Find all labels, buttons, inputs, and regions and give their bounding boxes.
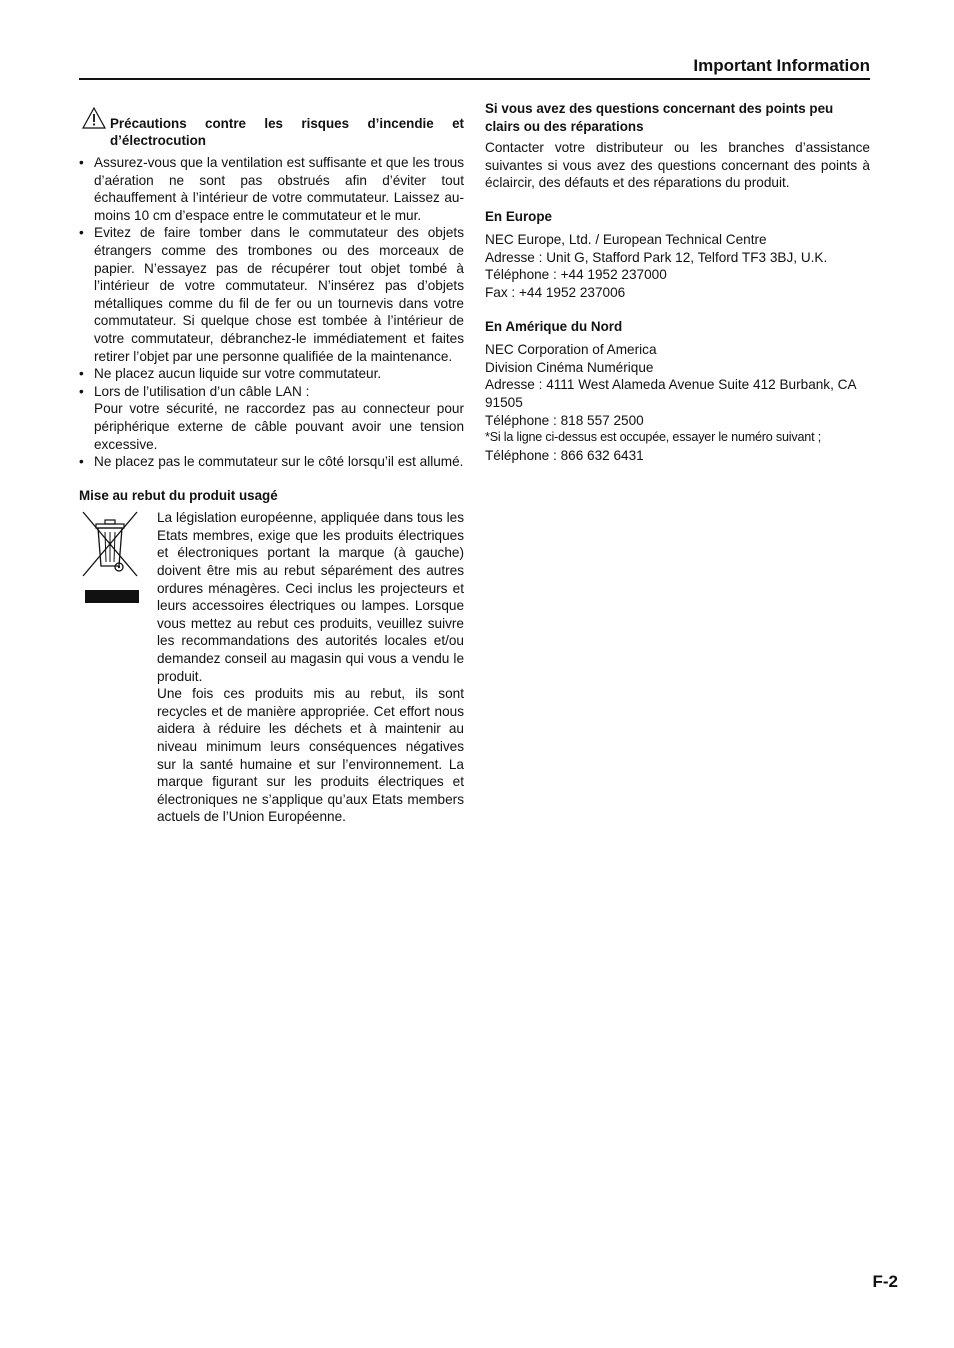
list-item (79, 154, 464, 224)
bullet-text: Ne placez pas le commutateur sur le côté lorsqu’il est allumé. (94, 454, 464, 470)
europe-contact (485, 231, 870, 301)
contact-line: Téléphone : 866 632 6431 (485, 447, 644, 463)
bullet-text: • Lors de l’utilisation d’un câble LAN : (94, 383, 310, 399)
disposal-paragraph-2: Une fois ces produits mis au rebut, ils sont recycles et de manière appropriée. Cet effort nous aidera à réduire les déchets et à maintenir au niveau minimum leurs conséquences négatives sur la santé humaine et sur l’environnement. La marque figurant sur les produits électriques et électroniques ne s’applique qu’aux Etats members actuels de l’Union Européenne. (157, 686, 464, 825)
disposal-section (79, 509, 464, 826)
contact-line: NEC Europe, Ltd. / European Technical Centre (485, 232, 767, 248)
warning-triangle-icon (82, 107, 106, 129)
list-item (79, 383, 464, 453)
list-item (79, 453, 464, 471)
header-title: Important Information (693, 56, 870, 75)
contact-line: NEC Corporation of America (485, 342, 657, 358)
america-section-title: En Amérique du Nord (485, 318, 623, 334)
contact-line: Adresse : Unit G, Stafford Park 12, Telford TF3 3BJ, U.K. (485, 249, 828, 265)
bullet-text: Evitez de faire tomber dans le commutateur des objets étrangers comme des trombones ou des morceaux de papier. N’essayez pas de récupérer tout objet tombé à l’intérieur de votre commutateur. N’insérez pas d’objets métalliques comme du fil de fer ou un tournevis dans votre commutateur. Si quelque chose est tombée à l’intérieur de votre commutateur, débranchez-le immédiatement et faites retirer l’objet par une personne qualifiée de la maintenance. (94, 225, 464, 364)
header-rule (79, 78, 870, 80)
contact-line: Fax : +44 1952 237006 (485, 285, 626, 301)
questions-text: Contacter votre distributeur ou les branches d’assistance suivantes si vous avez des questions concernant des points à éclaircir, des défauts et des réparations du produit. (485, 140, 870, 191)
contact-note: *Si la ligne ci-dessus est occupée, essayer le numéro suivant ; (485, 430, 822, 445)
bullet-text: Assurez-vous que la ventilation est suffisante et que les trous d’aération ne sont pas obstrués afin d’éviter tout échauffement à l’intérieur de votre commutateur. Laissez au-moins 10 cm d’espace entre le commutateur et le mur. (94, 155, 464, 223)
page-number: F-2 (872, 1272, 898, 1291)
right-column (485, 103, 870, 464)
weee-crossed-bin-icon (79, 510, 145, 605)
america-contact (485, 341, 870, 464)
warning-title-text: Précautions contre les risques d’incendie et d’électrocution (110, 116, 464, 148)
list-item (79, 224, 464, 365)
disposal-paragraph-1: La législation européenne, appliquée dans tous les Etats membres, exige que les produits électriques et électroniques portant la marque (à gauche) doivent être mis au rebut séparément des autres ordures ménagères. Ceci inclus les projecteurs et leurs accessoires électriques ou lampes. Lorsque vous mettez au rebut ces produits, veuillez suivre les recommandations des autorités locales et/ou demandez conseil au magasin qui vous a vendu le produit. (157, 510, 464, 684)
contact-line: Adresse : 4111 West Alameda Avenue Suite 412 Burbank, CA 91505 (485, 377, 856, 410)
list-item (79, 365, 464, 383)
contact-line: Division Cinéma Numérique (485, 359, 654, 375)
disposal-section-title: Mise au rebut du produit usagé (79, 487, 278, 503)
contact-line: Téléphone : +44 1952 237000 (485, 267, 667, 283)
disposal-text (157, 509, 464, 826)
questions-section-title: Si vous avez des questions concernant des points peu clairs ou des réparations (485, 101, 834, 134)
contact-line: Téléphone : 818 557 2500 (485, 412, 644, 428)
safety-bullet-list (79, 154, 464, 471)
lan-detail-text: Pour votre sécurité, ne raccordez pas au connecteur pour périphérique externe de câble pouvant avoir une tension excessive. (94, 401, 464, 452)
warning-section-title (79, 116, 464, 149)
left-column (79, 103, 464, 826)
europe-section-title: En Europe (485, 208, 552, 224)
bullet-text: Ne placez aucun liquide sur votre commutateur. (94, 366, 382, 382)
